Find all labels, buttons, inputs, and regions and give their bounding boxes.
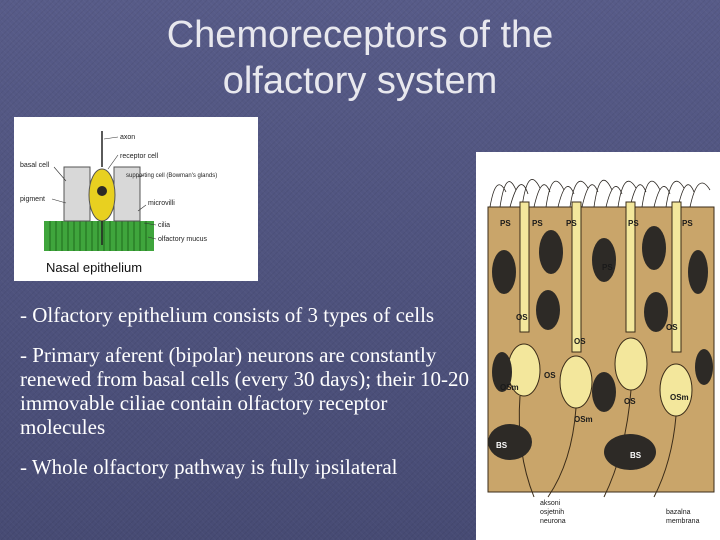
label-bs-1: BS	[496, 441, 508, 450]
label-microvilli: microvilli	[148, 200, 175, 207]
label-os-2: OS	[666, 323, 678, 332]
label-olfactory-mucus: olfactory mucus	[158, 236, 208, 243]
label-ps-3: PS	[566, 219, 577, 228]
label-pigment: pigment	[20, 196, 45, 203]
nasal-epithelium-drawing	[14, 117, 258, 281]
histology-drawing	[476, 152, 720, 540]
label-bs-2: BS	[630, 451, 642, 460]
slide-title	[120, 12, 600, 104]
supporting-cell-left	[64, 167, 90, 221]
caption-left-line-3: neurona	[540, 518, 566, 525]
label-os-4: OS	[544, 371, 556, 380]
label-ps-1: PS	[500, 219, 511, 228]
label-osm-1: OSm	[500, 383, 519, 392]
label-basal-cell: basal cell	[20, 162, 50, 169]
caption-left-line-1: aksoni	[540, 500, 561, 507]
bullet-1: - Olfactory epithelium consists of 3 types of cells	[20, 303, 435, 327]
label-supporting-cell: supporting cell (Bowman's glands)	[126, 173, 218, 179]
receptor-nucleus	[97, 186, 107, 196]
caption-left-line-2: osjetnih	[540, 509, 565, 516]
label-os-5: OS	[624, 397, 636, 406]
slide-title-line-2: olfactory system	[222, 60, 498, 102]
nasal-epithelium-caption: Nasal epithelium	[46, 260, 143, 275]
label-receptor-cell: receptor cell	[120, 153, 159, 160]
label-os-1: OS	[516, 313, 528, 322]
bullet-2: - Primary aferent (bipolar) neurons are constantly renewed from basal cells (every 30 days); their 10-20 immovable ciliae contain olfactory receptor molecules	[20, 343, 469, 439]
label-ps-4: PS	[628, 219, 639, 228]
bullet-3: - Whole olfactory pathway is fully ipsilateral	[20, 455, 398, 479]
bottom-captions	[540, 500, 700, 525]
caption-right-line-1: bazalna	[666, 509, 691, 516]
bullet-list	[20, 303, 470, 495]
label-ps-2: PS	[532, 219, 543, 228]
nasal-epithelium-figure	[14, 117, 258, 281]
slide-title-line-1: Chemoreceptors of the	[166, 14, 554, 56]
label-osm-3: OSm	[574, 415, 593, 424]
label-ps-6: PS	[602, 263, 613, 272]
label-cilia: cilia	[158, 222, 171, 229]
olfactory-epithelium-histology-figure	[476, 152, 720, 540]
label-axon: axon	[120, 134, 136, 141]
label-ps-5: PS	[682, 219, 693, 228]
label-os-3: OS	[574, 337, 586, 346]
label-osm-2: OSm	[670, 393, 689, 402]
olfactory-mucus-band	[44, 221, 154, 251]
caption-right-line-2: membrana	[666, 518, 700, 525]
